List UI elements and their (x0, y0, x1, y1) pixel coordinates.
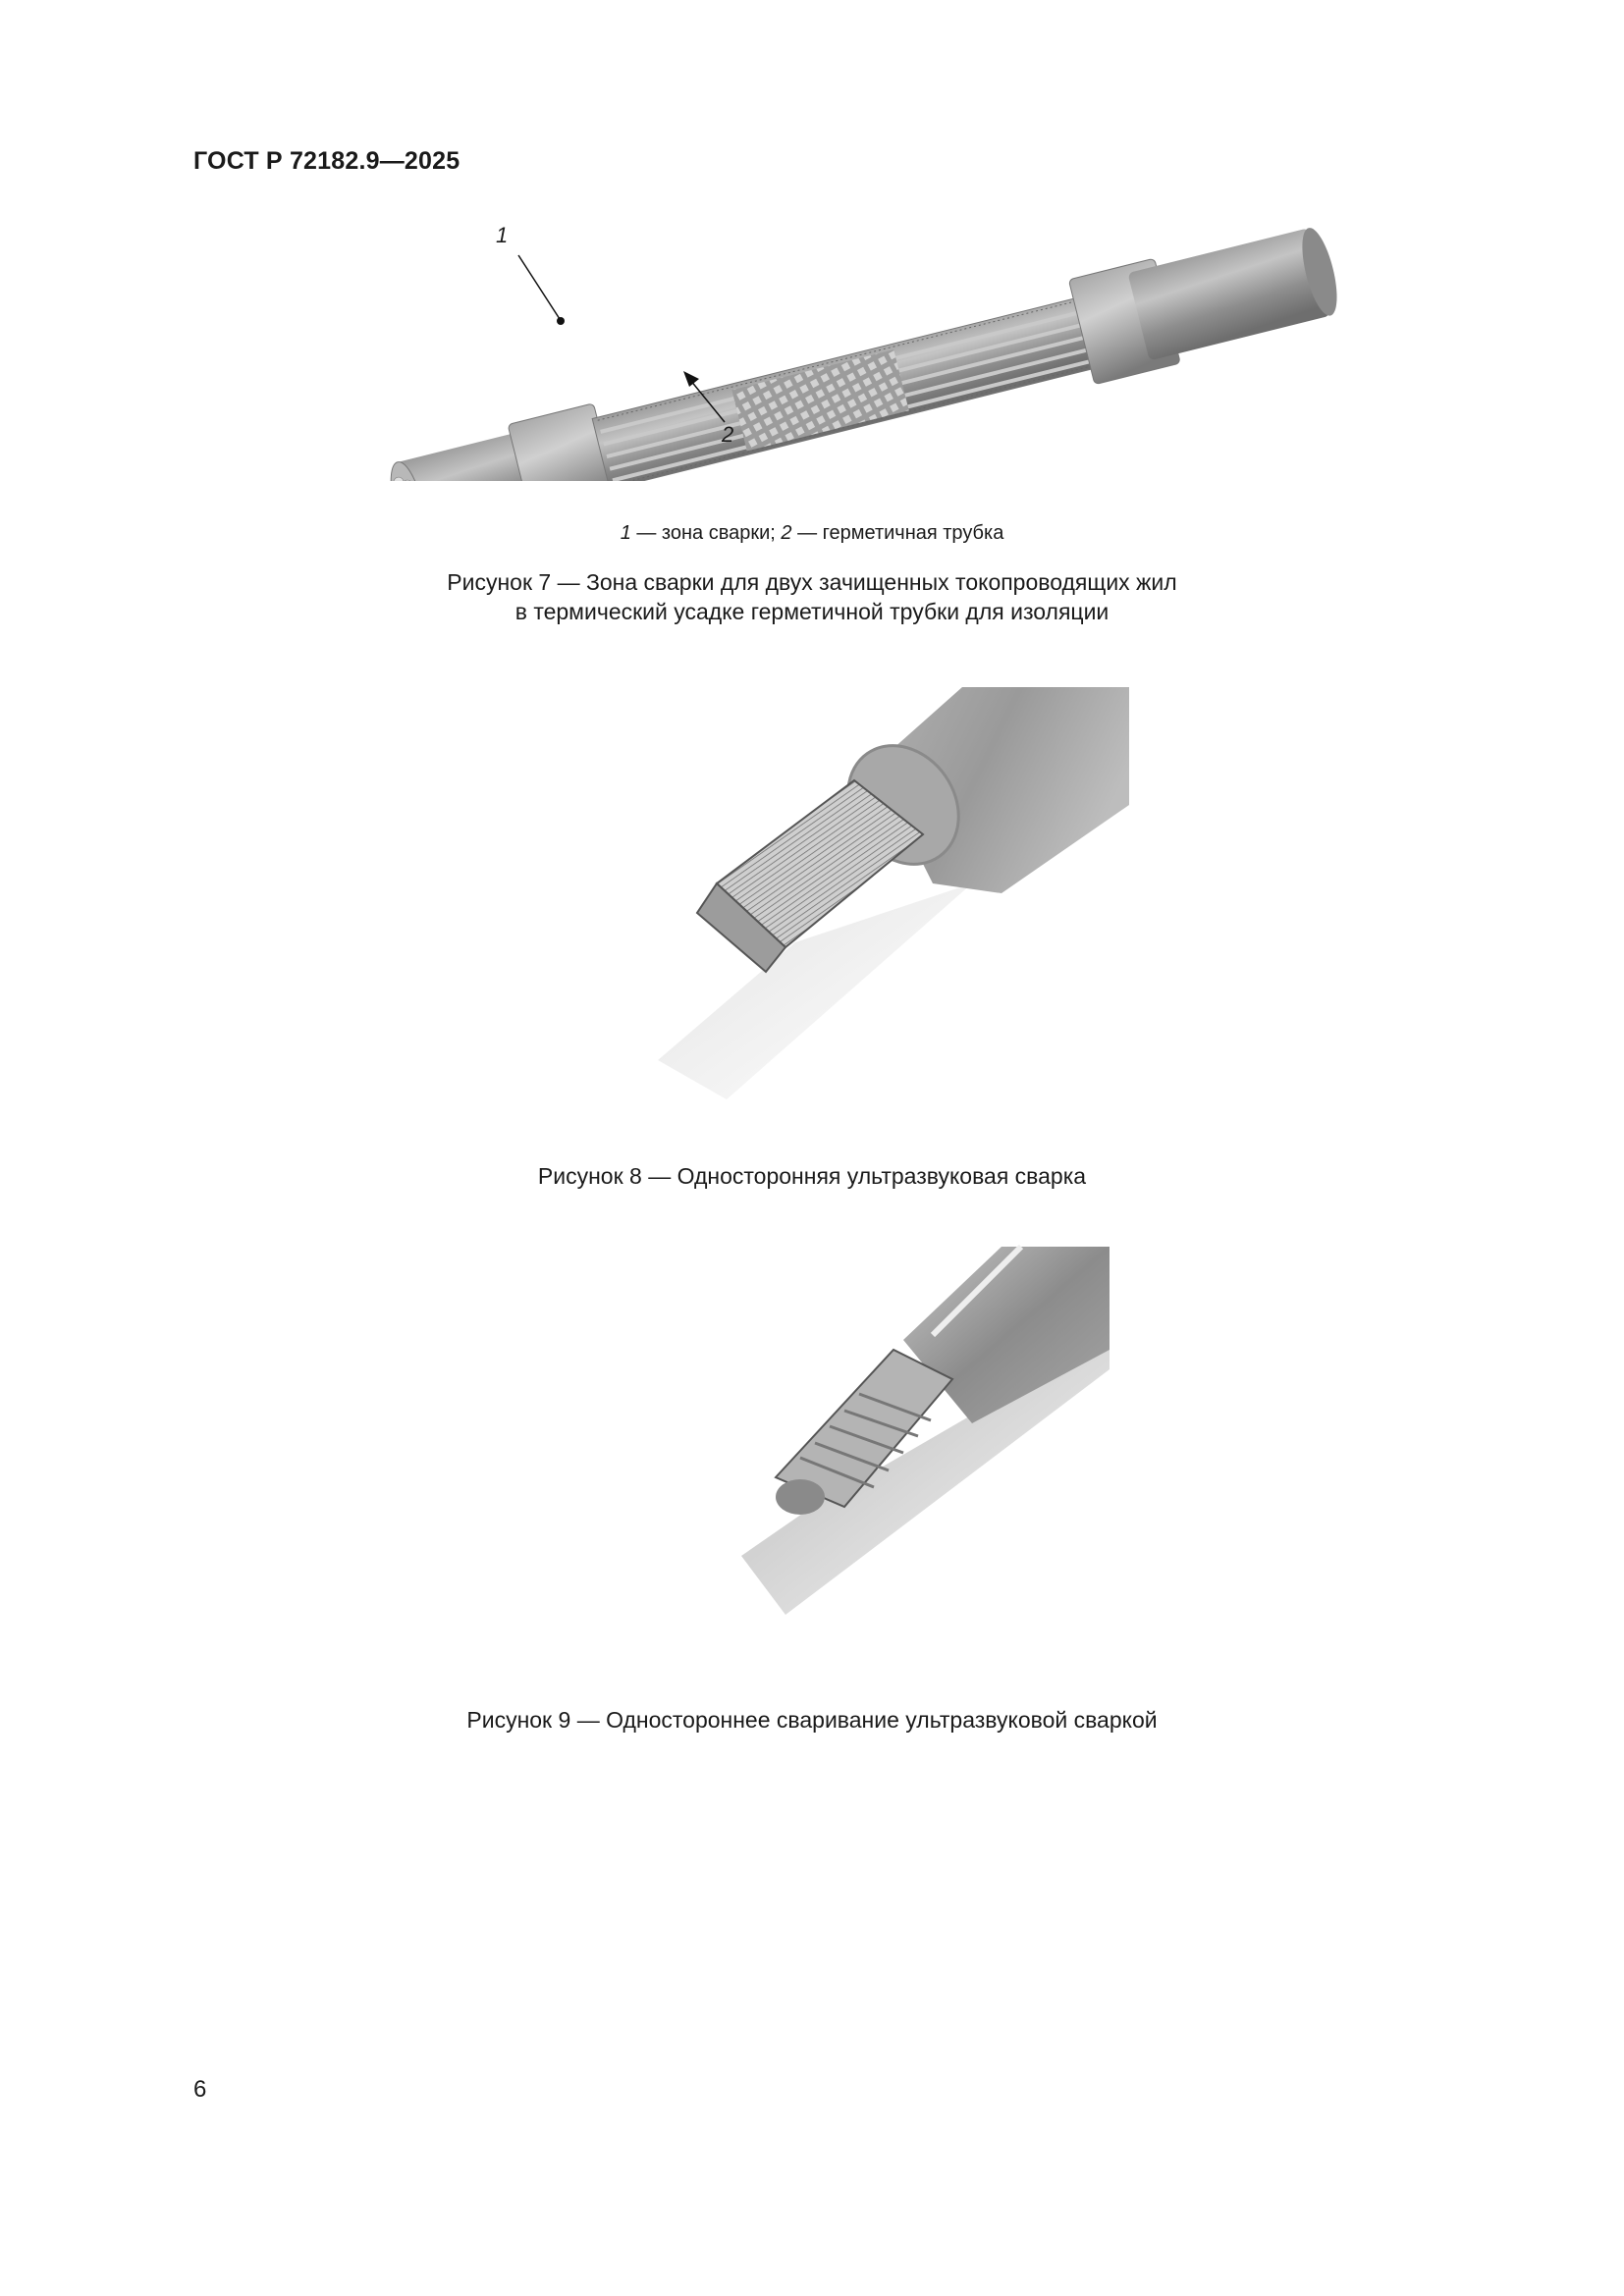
legend-num-2: 2 (781, 522, 792, 544)
figure-7-caption-line-2: в термический усадке герметичной трубки для изоляции (514, 599, 1110, 624)
figure-7-legend (0, 522, 1624, 545)
figure-7-image (353, 223, 1355, 481)
legend-num-1: 1 (620, 522, 631, 544)
page-number: 6 (193, 2076, 207, 2103)
callout-1-label: 1 (496, 223, 509, 247)
legend-text-1: — зона сварки; (630, 522, 782, 544)
legend-text-2: — герметичная трубка (791, 522, 1004, 544)
figure-7-caption-line-1: Рисунок 7 — Зона сварки для двух зачищенных токопроводящих жил (447, 569, 1177, 595)
document-header: ГОСТ Р 72182.9—2025 (193, 147, 460, 175)
callout-2-label: 2 (722, 422, 734, 447)
figure-8-image (638, 687, 1129, 1109)
figure-9-image (727, 1242, 1119, 1625)
figure-8-caption: Рисунок 8 — Односторонняя ультразвуковая сварка (537, 1163, 1087, 1189)
figure-7-caption (0, 567, 1624, 626)
figure-9-caption: Рисунок 9 — Одностороннее сваривание ультразвуковой сваркой (466, 1707, 1158, 1733)
